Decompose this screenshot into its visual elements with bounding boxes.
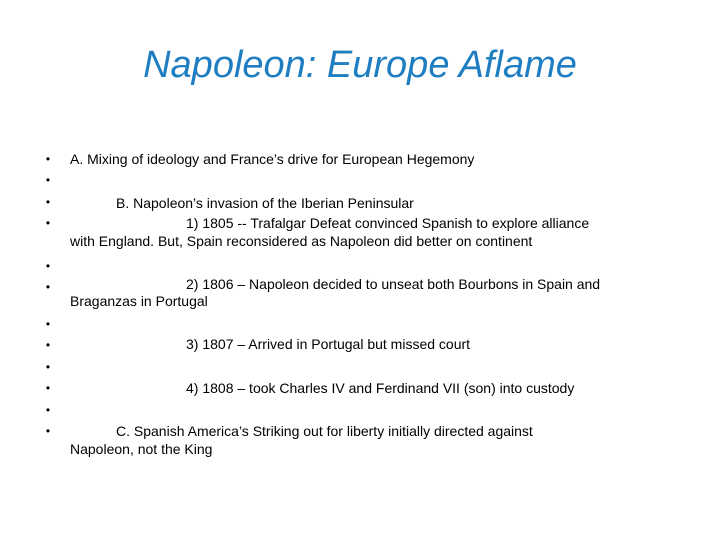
bullet-icon: • (45, 424, 51, 438)
body-line-1806-cont: Braganzas in Portugal (70, 293, 208, 309)
body-line-c-cont: Napoleon, not the King (70, 441, 213, 457)
bullet-icon: • (45, 403, 51, 417)
body-line-1805-cont: with England. But, Spain reconsidered as Napoleon did better on continent (70, 233, 533, 249)
body-line-b: B. Napoleon’s invasion of the Iberian Peninsular (116, 195, 414, 211)
slide-title: Napoleon: Europe Aflame (143, 44, 577, 86)
body-line-1805: 1) 1805 -- Trafalgar Defeat convinced Spanish to explore alliance (186, 215, 590, 231)
bullet-icon: • (45, 381, 51, 395)
bullet-icon: • (45, 338, 51, 352)
body-line-a: A. Mixing of ideology and France’s drive for European Hegemony (70, 151, 475, 167)
bullet-icon: • (45, 173, 51, 187)
bullet-icon: • (45, 216, 51, 230)
body-line-1808: 4) 1808 – took Charles IV and Ferdinand VII (son) into custody (186, 380, 575, 396)
bullet-icon: • (45, 360, 51, 374)
body-line-1807: 3) 1807 – Arrived in Portugal but missed court (186, 336, 471, 352)
bullet-icon: • (45, 259, 51, 273)
body-line-1806: 2) 1806 – Napoleon decided to unseat both Bourbons in Spain and (186, 276, 601, 292)
bullet-icon: • (45, 195, 51, 209)
bullet-icon: • (45, 317, 51, 331)
body-line-c: C. Spanish America’s Striking out for liberty initially directed against (116, 423, 533, 439)
bullet-icon: • (45, 152, 51, 166)
bullet-icon: • (45, 280, 51, 294)
